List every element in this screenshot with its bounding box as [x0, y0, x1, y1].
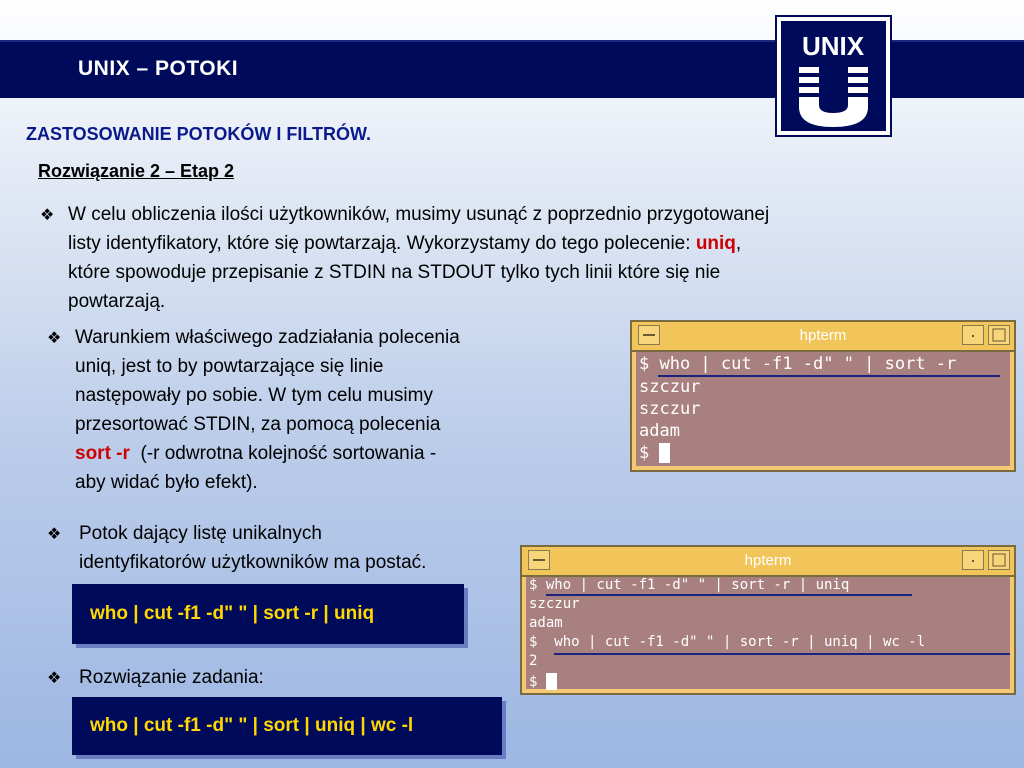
- paragraph-1-line: W celu obliczenia ilości użytkowników, musimy usunąć z poprzednio przygotowanej: [68, 204, 770, 225]
- uniq-keyword: uniq: [695, 233, 736, 254]
- terminal-titlebar[interactable]: [522, 547, 1014, 577]
- minimize-button[interactable]: [962, 550, 984, 570]
- terminal-line: $ who | cut -f1 -d" " | sort -r | uniq | wc -l: [529, 634, 926, 650]
- terminal-prompt-line: [639, 443, 670, 463]
- command-box-2: who | cut -f1 -d" " | sort | uniq | wc -l: [72, 697, 502, 755]
- paragraph-2-line: następowały po sobie. W tym celu musimy: [75, 385, 433, 406]
- paragraph-1: [68, 200, 968, 316]
- terminal-line: szczur: [639, 399, 701, 419]
- text-cursor: [546, 673, 557, 690]
- command-underline: [554, 653, 1010, 655]
- minimize-icon: [963, 326, 983, 344]
- bullet-icon: ❖: [47, 526, 62, 543]
- sort-r-keyword: sort -r: [75, 443, 130, 464]
- terminal-line: adam: [529, 615, 563, 631]
- terminal-window-1[interactable]: [630, 320, 1016, 472]
- minimize-button[interactable]: [962, 325, 984, 345]
- command-underline: [546, 594, 912, 596]
- terminal-line: szczur: [529, 596, 580, 612]
- subtitle: Rozwiązanie 2 – Etap 2: [38, 161, 235, 181]
- paragraph-2-line: Warunkiem właściwego zadziałania polecenia: [75, 327, 460, 348]
- paragraph-2-line: uniq, jest to by powtarzające się linie: [75, 356, 384, 377]
- bullet-icon: ❖: [47, 670, 62, 687]
- bullet-icon: ❖: [40, 207, 55, 224]
- terminal-prompt: $: [639, 443, 660, 463]
- terminal-window-2[interactable]: [520, 545, 1016, 695]
- paragraph-3-line: identyfikatorów użytkowników ma postać.: [79, 552, 427, 573]
- terminal-titlebar[interactable]: [632, 322, 1014, 352]
- terminal-prompt-line: [529, 673, 557, 690]
- paragraph-3-line: Potok dający listę unikalnych: [79, 523, 322, 544]
- paragraph-2-text: (-r odwrotna kolejność sortowania -: [129, 443, 437, 464]
- terminal-line: adam: [639, 421, 680, 441]
- paragraph-1-text: listy identyfikatory, które się powtarzają. Wykorzystamy do tego polecenie:: [68, 233, 696, 254]
- paragraph-3: [79, 519, 529, 577]
- terminal-title: hpterm: [744, 552, 792, 569]
- minimize-icon: [963, 551, 983, 569]
- logo-text: UNIX: [801, 31, 865, 61]
- paragraph-1-line: [68, 229, 968, 258]
- paragraph-2-line: [75, 439, 595, 468]
- terminal-output[interactable]: [636, 352, 1010, 466]
- terminal-line: 2: [529, 653, 538, 669]
- terminal-line: $ who | cut -f1 -d" " | sort -r | uniq: [529, 577, 850, 593]
- unix-logo: [775, 15, 892, 137]
- paragraph-1-line: które spowoduje przepisanie z STDIN na STDOUT tylko tych linii które się nie: [68, 262, 721, 283]
- terminal-line: $ who | cut -f1 -d" " | sort -r: [639, 354, 957, 374]
- terminal-prompt: $: [529, 674, 546, 690]
- maximize-icon: [989, 326, 1009, 344]
- paragraph-4: Rozwiązanie zadania:: [79, 667, 264, 688]
- bullet-icon: ❖: [47, 330, 62, 347]
- paragraph-2-line: przesortować STDIN, za pomocą polecenia: [75, 414, 441, 435]
- paragraph-2: [75, 323, 595, 497]
- terminal-output[interactable]: [526, 577, 1010, 689]
- paragraph-1-text: ,: [735, 233, 742, 254]
- terminal-title: hpterm: [799, 327, 847, 344]
- terminal-line: szczur: [639, 377, 701, 397]
- command-underline: [658, 375, 1000, 377]
- maximize-button[interactable]: [988, 325, 1010, 345]
- maximize-button[interactable]: [988, 550, 1010, 570]
- text-cursor: [659, 443, 670, 463]
- command-box-1: who | cut -f1 -d" " | sort -r | uniq: [72, 584, 464, 644]
- slide-title: UNIX – POTOKI: [78, 57, 239, 80]
- unix-u-logo-icon: [777, 17, 890, 135]
- paragraph-2-line: aby widać było efekt).: [75, 472, 258, 493]
- paragraph-1-line: powtarzają.: [68, 291, 166, 312]
- maximize-icon: [989, 551, 1009, 569]
- section-title: ZASTOSOWANIE POTOKÓW I FILTRÓW.: [26, 124, 371, 144]
